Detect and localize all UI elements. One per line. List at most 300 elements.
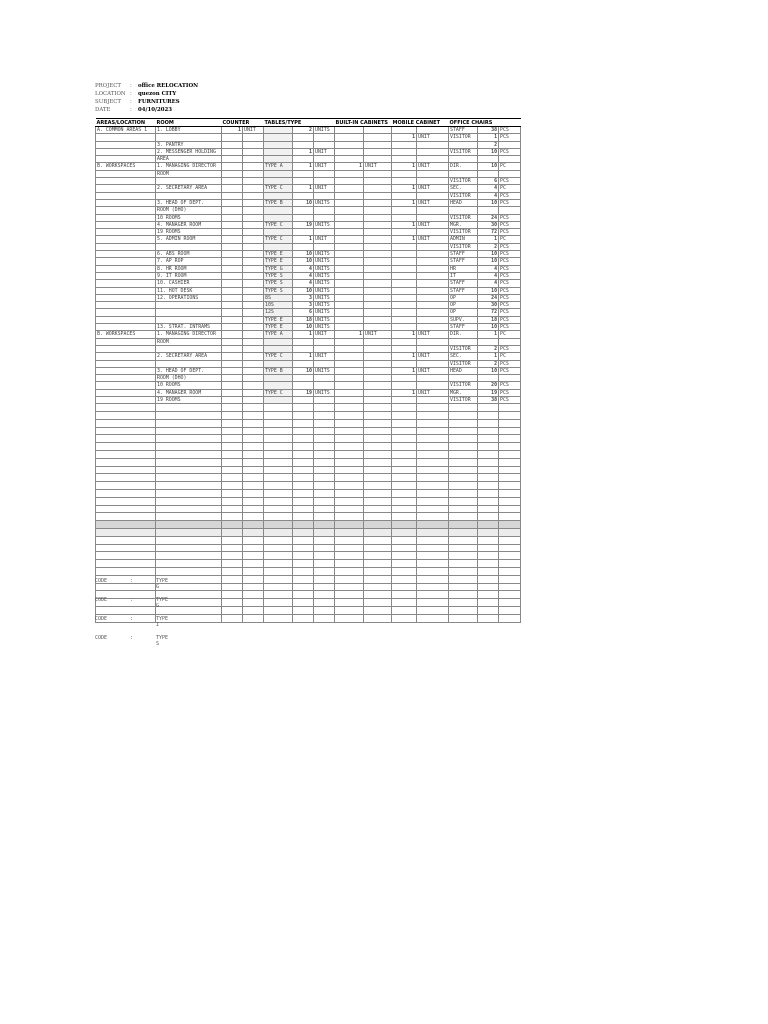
mobile-qty bbox=[392, 214, 417, 221]
empty-cell bbox=[499, 536, 521, 544]
empty-cell bbox=[156, 451, 222, 459]
empty-cell bbox=[222, 552, 243, 560]
empty-row bbox=[96, 427, 521, 435]
table-qty: 1 bbox=[293, 163, 314, 170]
empty-cell bbox=[222, 599, 243, 607]
chair-qty: 72 bbox=[478, 309, 499, 316]
chair-type: VISITOR bbox=[449, 396, 478, 403]
builtin-qty bbox=[335, 221, 364, 228]
table-qty bbox=[293, 214, 314, 221]
counter-qty bbox=[222, 192, 243, 199]
counter-unit bbox=[243, 221, 264, 228]
counter-unit bbox=[243, 207, 264, 214]
chair-type: VISITOR bbox=[449, 178, 478, 185]
table-row bbox=[96, 258, 521, 265]
col-header-tables: TABLES/TYPE bbox=[264, 119, 335, 127]
empty-cell bbox=[243, 466, 264, 474]
chair-type: ADMIN bbox=[449, 236, 478, 243]
empty-cell bbox=[96, 490, 156, 498]
builtin-unit bbox=[364, 134, 392, 141]
empty-cell bbox=[364, 607, 392, 615]
empty-row bbox=[96, 474, 521, 482]
mobile-qty bbox=[392, 258, 417, 265]
counter-qty bbox=[222, 148, 243, 155]
empty-cell bbox=[478, 490, 499, 498]
empty-cell bbox=[156, 497, 222, 505]
chair-unit: PCS bbox=[499, 294, 521, 301]
empty-cell bbox=[293, 490, 314, 498]
empty-cell bbox=[156, 536, 222, 544]
empty-cell bbox=[293, 614, 314, 622]
empty-cell bbox=[96, 451, 156, 459]
chair-unit bbox=[499, 375, 521, 382]
table-type bbox=[264, 141, 293, 148]
mobile-unit: UNIT bbox=[417, 389, 449, 396]
empty-cell bbox=[222, 568, 243, 576]
counter-unit bbox=[243, 214, 264, 221]
chair-unit: PCS bbox=[499, 229, 521, 236]
empty-cell bbox=[243, 497, 264, 505]
table-type bbox=[264, 229, 293, 236]
chair-unit: PCS bbox=[499, 316, 521, 323]
chair-unit: PCS bbox=[499, 345, 521, 352]
empty-cell bbox=[499, 490, 521, 498]
empty-cell bbox=[499, 599, 521, 607]
table-type: TYPE S bbox=[264, 287, 293, 294]
room-cell: 8. HR ROOM bbox=[156, 265, 222, 272]
chair-type: VISITOR bbox=[449, 134, 478, 141]
table-qty: 18 bbox=[293, 316, 314, 323]
builtin-unit: UNIT bbox=[364, 331, 392, 338]
mobile-qty bbox=[392, 287, 417, 294]
mobile-unit: UNIT bbox=[417, 367, 449, 374]
empty-cell bbox=[499, 482, 521, 490]
area-cell bbox=[96, 360, 156, 367]
empty-cell bbox=[499, 419, 521, 427]
mobile-unit bbox=[417, 382, 449, 389]
counter-qty bbox=[222, 185, 243, 192]
empty-cell bbox=[499, 427, 521, 435]
empty-cell bbox=[392, 529, 417, 537]
empty-cell bbox=[417, 505, 449, 513]
table-type bbox=[264, 178, 293, 185]
chair-unit bbox=[499, 141, 521, 148]
empty-row bbox=[96, 513, 521, 521]
mobile-qty: 1 bbox=[392, 199, 417, 206]
empty-cell bbox=[449, 614, 478, 622]
furniture-schedule-table bbox=[95, 118, 521, 623]
empty-cell bbox=[314, 513, 335, 521]
empty-cell bbox=[364, 560, 392, 568]
empty-cell bbox=[449, 505, 478, 513]
builtin-unit bbox=[364, 236, 392, 243]
builtin-qty bbox=[335, 258, 364, 265]
empty-cell bbox=[335, 412, 364, 420]
table-type: TYPE E bbox=[264, 251, 293, 258]
chair-type: HEAD bbox=[449, 367, 478, 374]
room-cell bbox=[156, 309, 222, 316]
empty-cell bbox=[264, 474, 293, 482]
room-cell: 2. SECRETARY AREA bbox=[156, 185, 222, 192]
chair-qty: 6 bbox=[478, 178, 499, 185]
empty-cell bbox=[264, 536, 293, 544]
header-colon: : bbox=[130, 99, 132, 105]
table-row bbox=[96, 207, 521, 214]
empty-cell bbox=[96, 513, 156, 521]
mobile-qty: 1 bbox=[392, 221, 417, 228]
empty-cell bbox=[478, 544, 499, 552]
empty-cell bbox=[364, 591, 392, 599]
table-type bbox=[264, 170, 293, 177]
chair-unit: PCS bbox=[499, 178, 521, 185]
table-qty: 2 bbox=[293, 127, 314, 134]
builtin-qty bbox=[335, 345, 364, 352]
counter-unit bbox=[243, 338, 264, 345]
area-cell bbox=[96, 324, 156, 331]
table-unit: UNITS bbox=[314, 309, 335, 316]
empty-cell bbox=[156, 474, 222, 482]
room-cell bbox=[156, 345, 222, 352]
empty-cell bbox=[243, 568, 264, 576]
area-cell bbox=[96, 345, 156, 352]
empty-cell bbox=[335, 614, 364, 622]
empty-cell bbox=[478, 575, 499, 583]
counter-unit bbox=[243, 156, 264, 163]
builtin-unit bbox=[364, 185, 392, 192]
chair-type: STAFF bbox=[449, 127, 478, 134]
empty-cell bbox=[392, 482, 417, 490]
table-qty bbox=[293, 229, 314, 236]
empty-cell bbox=[264, 568, 293, 576]
empty-cell bbox=[243, 599, 264, 607]
empty-cell bbox=[392, 505, 417, 513]
col-header-counter: COUNTER bbox=[222, 119, 264, 127]
counter-qty bbox=[222, 251, 243, 258]
empty-cell bbox=[478, 568, 499, 576]
builtin-unit bbox=[364, 287, 392, 294]
empty-cell bbox=[478, 607, 499, 615]
mobile-qty bbox=[392, 127, 417, 134]
empty-cell bbox=[96, 521, 156, 529]
table-unit bbox=[314, 170, 335, 177]
header-value: FURNITURES bbox=[138, 99, 180, 105]
empty-cell bbox=[478, 560, 499, 568]
empty-cell bbox=[222, 513, 243, 521]
table-type: 10S bbox=[264, 302, 293, 309]
empty-cell bbox=[243, 521, 264, 529]
chair-unit: PCS bbox=[499, 287, 521, 294]
mobile-unit bbox=[417, 148, 449, 155]
empty-row bbox=[96, 443, 521, 451]
counter-qty bbox=[222, 338, 243, 345]
area-cell bbox=[96, 221, 156, 228]
table-unit bbox=[314, 243, 335, 250]
room-cell: 1. MANAGING DIRECTOR bbox=[156, 163, 222, 170]
counter-unit bbox=[243, 185, 264, 192]
empty-cell bbox=[264, 607, 293, 615]
mobile-unit bbox=[417, 251, 449, 258]
empty-cell bbox=[417, 451, 449, 459]
table-type bbox=[264, 127, 293, 134]
empty-cell bbox=[264, 521, 293, 529]
empty-cell bbox=[222, 451, 243, 459]
builtin-unit bbox=[364, 309, 392, 316]
area-cell bbox=[96, 316, 156, 323]
empty-cell bbox=[478, 466, 499, 474]
builtin-qty bbox=[335, 396, 364, 403]
empty-cell bbox=[264, 544, 293, 552]
empty-cell bbox=[243, 458, 264, 466]
empty-cell bbox=[364, 614, 392, 622]
empty-cell bbox=[499, 591, 521, 599]
table-qty bbox=[293, 141, 314, 148]
counter-qty bbox=[222, 229, 243, 236]
table-row bbox=[96, 192, 521, 199]
empty-cell bbox=[243, 607, 264, 615]
empty-cell bbox=[96, 552, 156, 560]
table-qty: 3 bbox=[293, 294, 314, 301]
empty-cell bbox=[478, 427, 499, 435]
counter-qty bbox=[222, 331, 243, 338]
builtin-unit bbox=[364, 214, 392, 221]
chair-type: HR bbox=[449, 265, 478, 272]
empty-cell bbox=[264, 599, 293, 607]
empty-cell bbox=[499, 583, 521, 591]
counter-qty bbox=[222, 280, 243, 287]
empty-cell bbox=[364, 583, 392, 591]
chair-qty: 10 bbox=[478, 287, 499, 294]
empty-cell bbox=[449, 513, 478, 521]
empty-cell bbox=[293, 544, 314, 552]
note-colon: : bbox=[130, 616, 134, 622]
chair-qty: 1 bbox=[478, 134, 499, 141]
empty-cell bbox=[449, 529, 478, 537]
table-unit bbox=[314, 338, 335, 345]
table-row bbox=[96, 287, 521, 294]
empty-cell bbox=[156, 568, 222, 576]
mobile-qty bbox=[392, 170, 417, 177]
empty-cell bbox=[364, 497, 392, 505]
empty-row bbox=[96, 490, 521, 498]
empty-cell bbox=[478, 435, 499, 443]
empty-cell bbox=[335, 513, 364, 521]
empty-cell bbox=[222, 482, 243, 490]
empty-row bbox=[96, 435, 521, 443]
chair-qty: 4 bbox=[478, 272, 499, 279]
empty-cell bbox=[335, 490, 364, 498]
table-qty: 10 bbox=[293, 258, 314, 265]
chair-qty: 72 bbox=[478, 229, 499, 236]
mobile-unit bbox=[417, 258, 449, 265]
room-cell bbox=[156, 178, 222, 185]
builtin-unit bbox=[364, 229, 392, 236]
empty-cell bbox=[478, 474, 499, 482]
empty-cell bbox=[222, 591, 243, 599]
empty-cell bbox=[335, 482, 364, 490]
table-row bbox=[96, 375, 521, 382]
header-key: LOCATION bbox=[95, 91, 126, 97]
table-qty: 10 bbox=[293, 199, 314, 206]
table-qty bbox=[293, 170, 314, 177]
room-cell: 11. HOT DESK bbox=[156, 287, 222, 294]
table-type: TYPE C bbox=[264, 353, 293, 360]
mobile-unit bbox=[417, 243, 449, 250]
table-type: TYPE C bbox=[264, 221, 293, 228]
builtin-unit bbox=[364, 360, 392, 367]
col-header-areas: AREAS/LOCATION bbox=[96, 119, 156, 127]
chair-qty: 38 bbox=[478, 396, 499, 403]
mobile-qty bbox=[392, 272, 417, 279]
table-unit: UNIT bbox=[314, 236, 335, 243]
empty-cell bbox=[449, 591, 478, 599]
empty-cell bbox=[293, 521, 314, 529]
builtin-unit bbox=[364, 396, 392, 403]
counter-unit bbox=[243, 170, 264, 177]
area-cell bbox=[96, 192, 156, 199]
empty-cell bbox=[499, 404, 521, 412]
empty-cell bbox=[222, 435, 243, 443]
empty-cell bbox=[417, 427, 449, 435]
counter-unit bbox=[243, 331, 264, 338]
empty-cell bbox=[96, 419, 156, 427]
chair-qty: 1 bbox=[478, 236, 499, 243]
empty-cell bbox=[222, 529, 243, 537]
empty-cell bbox=[417, 591, 449, 599]
table-unit: UNIT bbox=[314, 163, 335, 170]
mobile-unit bbox=[417, 316, 449, 323]
empty-cell bbox=[156, 490, 222, 498]
chair-unit: PC bbox=[499, 236, 521, 243]
empty-cell bbox=[417, 614, 449, 622]
empty-cell bbox=[335, 607, 364, 615]
counter-unit bbox=[243, 353, 264, 360]
room-cell: 19 ROOMS bbox=[156, 396, 222, 403]
mobile-unit bbox=[417, 192, 449, 199]
empty-cell bbox=[314, 404, 335, 412]
empty-cell bbox=[478, 614, 499, 622]
empty-cell bbox=[417, 435, 449, 443]
empty-cell bbox=[96, 443, 156, 451]
mobile-qty bbox=[392, 338, 417, 345]
empty-cell bbox=[264, 490, 293, 498]
chair-qty bbox=[478, 338, 499, 345]
counter-qty bbox=[222, 265, 243, 272]
empty-cell bbox=[243, 451, 264, 459]
empty-cell bbox=[449, 560, 478, 568]
empty-row bbox=[96, 544, 521, 552]
empty-cell bbox=[96, 505, 156, 513]
empty-cell bbox=[293, 599, 314, 607]
chair-type bbox=[449, 207, 478, 214]
header-field bbox=[95, 90, 198, 98]
empty-cell bbox=[335, 451, 364, 459]
empty-cell bbox=[156, 529, 222, 537]
empty-cell bbox=[417, 583, 449, 591]
table-type: TYPE E bbox=[264, 258, 293, 265]
area-cell bbox=[96, 367, 156, 374]
empty-cell bbox=[478, 505, 499, 513]
document-header bbox=[95, 82, 198, 114]
chair-qty: 18 bbox=[478, 316, 499, 323]
table-row bbox=[96, 185, 521, 192]
mobile-unit bbox=[417, 170, 449, 177]
empty-cell bbox=[293, 419, 314, 427]
empty-row bbox=[96, 552, 521, 560]
empty-cell bbox=[335, 505, 364, 513]
empty-cell bbox=[243, 427, 264, 435]
table-row bbox=[96, 353, 521, 360]
empty-cell bbox=[156, 443, 222, 451]
table-qty: 1 bbox=[293, 331, 314, 338]
empty-cell bbox=[392, 427, 417, 435]
empty-cell bbox=[314, 451, 335, 459]
empty-cell bbox=[364, 443, 392, 451]
empty-cell bbox=[335, 591, 364, 599]
empty-cell bbox=[293, 583, 314, 591]
area-cell bbox=[96, 229, 156, 236]
empty-cell bbox=[314, 544, 335, 552]
area-cell bbox=[96, 148, 156, 155]
table-type: TYPE E bbox=[264, 316, 293, 323]
empty-cell bbox=[293, 529, 314, 537]
empty-cell bbox=[364, 404, 392, 412]
room-cell: ROOM bbox=[156, 338, 222, 345]
table-row bbox=[96, 134, 521, 141]
chair-qty: 1 bbox=[478, 331, 499, 338]
area-cell bbox=[96, 265, 156, 272]
counter-qty bbox=[222, 178, 243, 185]
table-row bbox=[96, 367, 521, 374]
counter-qty bbox=[222, 272, 243, 279]
mobile-qty bbox=[392, 156, 417, 163]
builtin-unit bbox=[364, 389, 392, 396]
table-unit bbox=[314, 382, 335, 389]
empty-cell bbox=[243, 529, 264, 537]
counter-qty bbox=[222, 345, 243, 352]
empty-cell bbox=[417, 419, 449, 427]
empty-cell bbox=[392, 599, 417, 607]
empty-cell bbox=[156, 435, 222, 443]
counter-unit bbox=[243, 280, 264, 287]
counter-unit bbox=[243, 367, 264, 374]
empty-cell bbox=[392, 466, 417, 474]
table-unit: UNITS bbox=[314, 287, 335, 294]
mobile-qty: 1 bbox=[392, 367, 417, 374]
counter-qty bbox=[222, 360, 243, 367]
empty-cell bbox=[96, 427, 156, 435]
empty-cell bbox=[293, 607, 314, 615]
table-qty bbox=[293, 382, 314, 389]
empty-cell bbox=[335, 474, 364, 482]
empty-cell bbox=[364, 521, 392, 529]
table-type: TYPE A bbox=[264, 163, 293, 170]
builtin-qty bbox=[335, 324, 364, 331]
counter-qty bbox=[222, 375, 243, 382]
room-cell: 6. ABS ROOM bbox=[156, 251, 222, 258]
empty-cell bbox=[243, 474, 264, 482]
empty-cell bbox=[222, 607, 243, 615]
chair-type bbox=[449, 156, 478, 163]
chair-qty: 10 bbox=[478, 367, 499, 374]
chair-type: MGR. bbox=[449, 221, 478, 228]
table-row bbox=[96, 396, 521, 403]
empty-cell bbox=[264, 575, 293, 583]
table-qty bbox=[293, 243, 314, 250]
area-cell bbox=[96, 185, 156, 192]
note-value: TYPE G bbox=[156, 578, 169, 590]
mobile-qty: 1 bbox=[392, 353, 417, 360]
mobile-unit bbox=[417, 265, 449, 272]
